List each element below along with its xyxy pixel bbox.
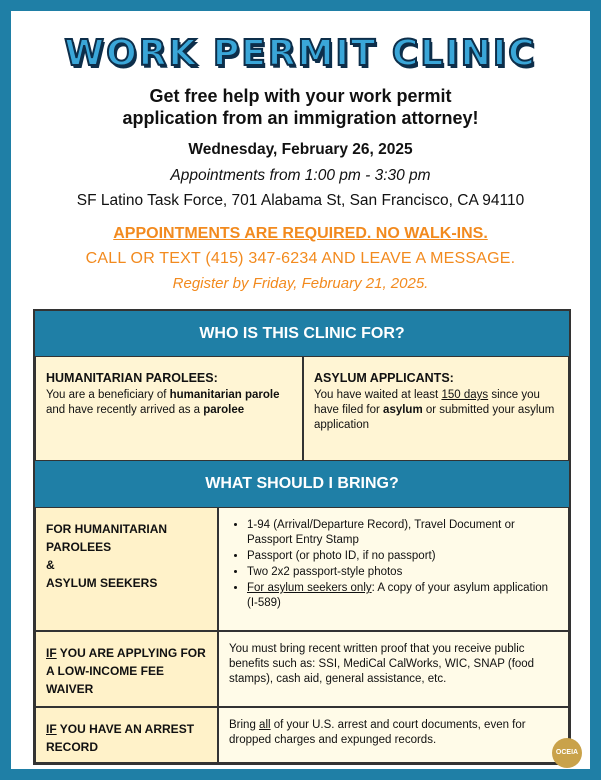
who-heading: WHO IS THIS CLINIC FOR? — [35, 311, 569, 356]
asylum-applicants-cell — [303, 356, 569, 461]
row1-label: FOR HUMANITARIAN PAROLEES & ASYLUM SEEKERS — [35, 507, 218, 631]
register-deadline: Register by Friday, February 21, 2025. — [172, 275, 429, 292]
row3-label: IF YOU HAVE AN ARREST RECORD — [35, 707, 218, 763]
flyer-page — [11, 11, 590, 769]
bring-heading: WHAT SHOULD I BRING? — [35, 461, 569, 507]
subtitle-line-1: Get free help with your work permit — [149, 86, 452, 106]
appointments-required-notice: APPOINTMENTS ARE REQUIRED. NO WALK-INS. — [113, 225, 488, 242]
asylum-description: You have waited at least 150 days since you have filed for asylum or submitted your asylum application — [314, 389, 555, 431]
appointment-hours: Appointments from 1:00 pm - 3:30 pm — [170, 167, 431, 184]
subtitle — [11, 85, 590, 129]
bring-row-fee-waiver — [35, 631, 569, 707]
flyer-title: WORK PERMIT CLINIC — [64, 33, 537, 74]
row3-text: Bring all of your U.S. arrest and court documents, even for dropped charges and expunged records. — [218, 707, 569, 763]
row1-items — [218, 507, 569, 631]
row2-label: IF YOU ARE APPLYING FOR A LOW-INCOME FEE WAIVER — [35, 631, 218, 707]
row2-text: You must bring recent written proof that you receive public benefits such as: SSI, MediCal CalWorks, WIC, SNAP (food stamps), cash aid, general assistance, etc. — [218, 631, 569, 707]
bring-row-arrest-record — [35, 707, 569, 763]
list-item: • Two 2x2 passport-style photos — [247, 565, 558, 580]
list-item: • 1-94 (Arrival/Departure Record), Travel Document or Passport Entry Stamp — [247, 518, 558, 548]
info-table — [33, 309, 571, 765]
asylum-title: ASYLUM APPLICANTS: — [314, 371, 454, 385]
list-item: • Passport (or photo ID, if no passport) — [247, 549, 558, 564]
list-item: • For asylum seekers only: A copy of your asylum application (I-589) — [247, 581, 558, 611]
event-address: SF Latino Task Force, 701 Alabama St, San Francisco, CA 94110 — [76, 192, 525, 209]
parolees-title: HUMANITARIAN PAROLEES: — [46, 371, 218, 385]
call-or-text-notice: CALL OR TEXT (415) 347-6234 AND LEAVE A MESSAGE. — [85, 250, 516, 267]
parolees-description: You are a beneficiary of humanitarian parole and have recently arrived as a parolee — [46, 389, 280, 416]
humanitarian-parolees-cell — [35, 356, 303, 461]
subtitle-line-2: application from an immigration attorney! — [122, 108, 479, 128]
oceia-logo: OCEIA — [552, 738, 582, 768]
event-date: Wednesday, February 26, 2025 — [188, 141, 413, 158]
bring-row-parolees-asylum — [35, 507, 569, 631]
